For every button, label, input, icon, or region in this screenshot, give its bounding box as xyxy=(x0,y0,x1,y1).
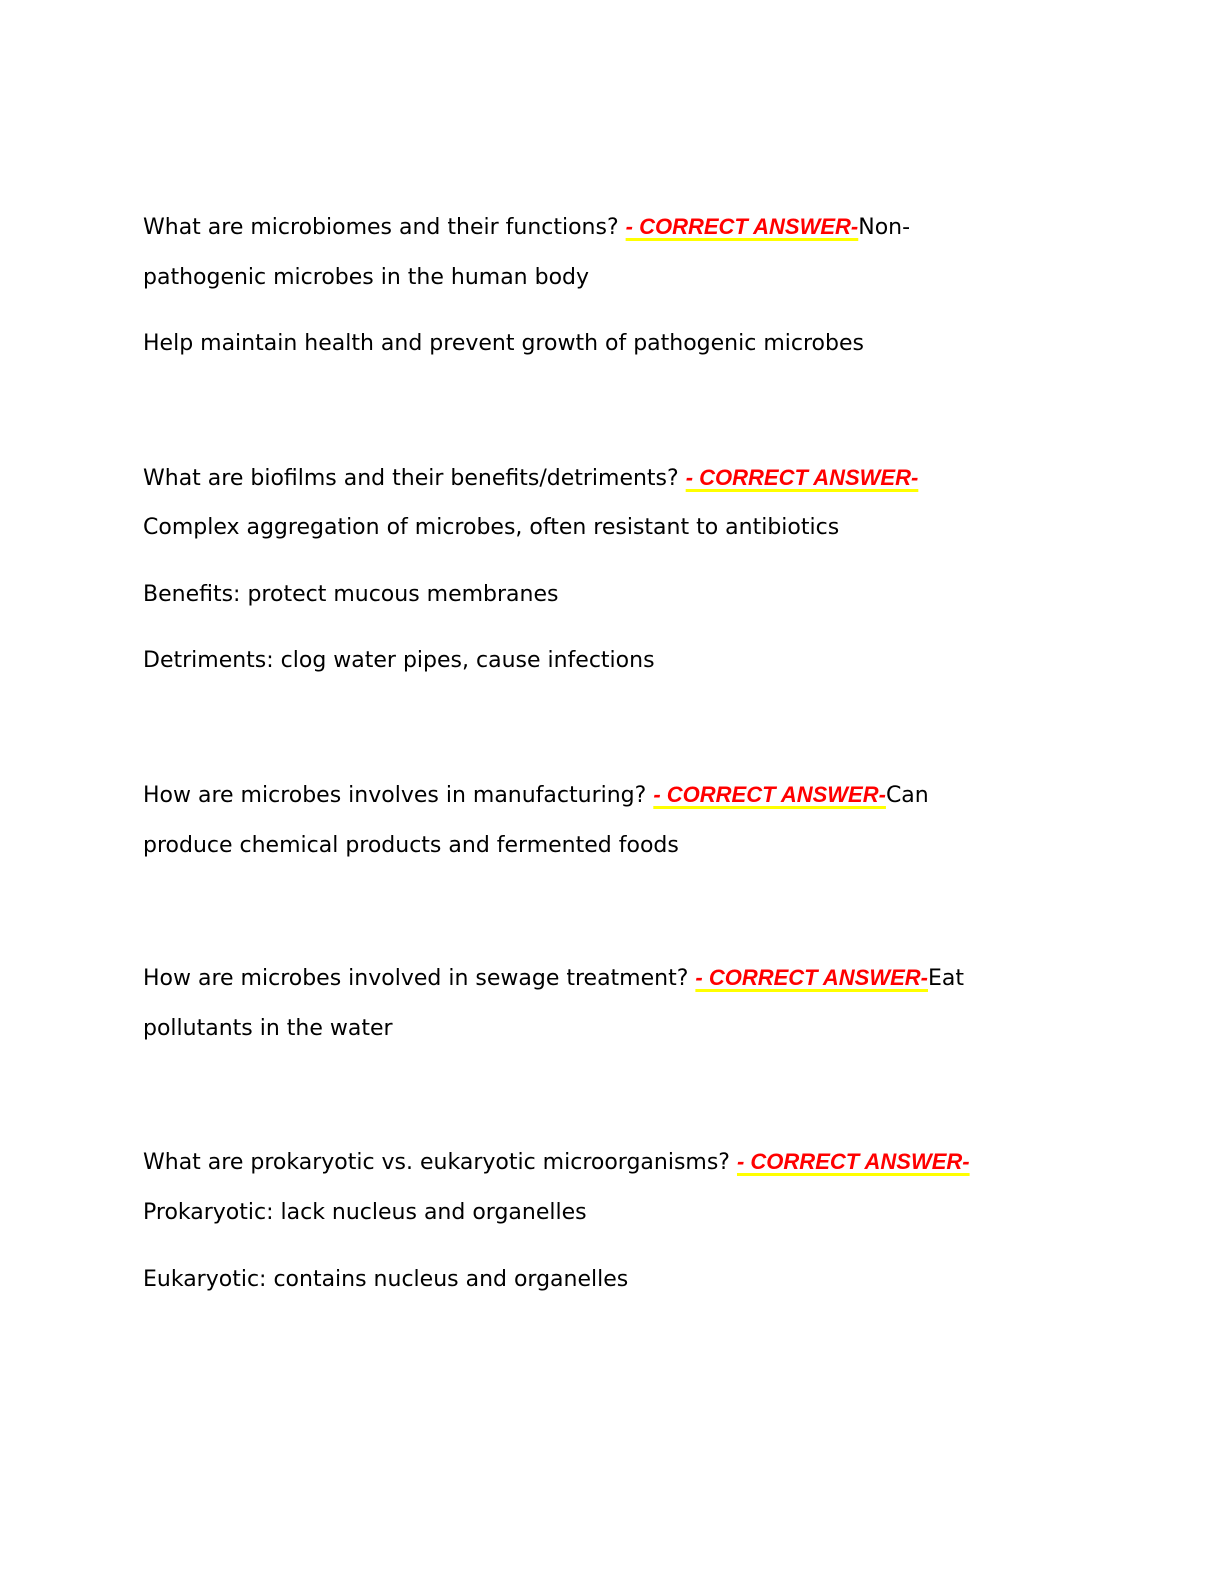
question-3 xyxy=(143,780,929,811)
answer-line: Detriments: clog water pipes, cause infections xyxy=(143,648,655,673)
answer-start: Can xyxy=(885,783,929,808)
correct-answer-label: - CORRECT ANSWER- xyxy=(736,1149,970,1174)
answer-line: Complex aggregation of microbes, often resistant to antibiotics xyxy=(143,515,840,540)
answer-start: Non- xyxy=(858,215,911,240)
correct-answer-label: - CORRECT ANSWER- xyxy=(685,465,919,490)
question-text: What are prokaryotic vs. eukaryotic microorganisms? xyxy=(143,1150,737,1175)
answer-line: Help maintain health and prevent growth of pathogenic microbes xyxy=(143,331,864,356)
correct-answer-label: - CORRECT ANSWER- xyxy=(653,782,886,807)
answer-line: produce chemical products and fermented foods xyxy=(143,833,679,858)
correct-answer-label: - CORRECT ANSWER- xyxy=(625,214,859,239)
question-2 xyxy=(143,463,918,494)
answer-line: pathogenic microbes in the human body xyxy=(143,265,590,290)
answer-line: Eukaryotic: contains nucleus and organelles xyxy=(143,1267,629,1292)
question-5 xyxy=(143,1147,970,1178)
answer-line: pollutants in the water xyxy=(143,1016,393,1041)
correct-answer-label: - CORRECT ANSWER- xyxy=(695,965,929,990)
question-text: What are microbiomes and their functions? xyxy=(143,215,626,240)
answer-line: Benefits: protect mucous membranes xyxy=(143,582,559,607)
question-1 xyxy=(143,212,910,243)
answer-start: Eat xyxy=(928,966,965,991)
question-text: What are biofilms and their benefits/detriments? xyxy=(143,466,686,491)
question-4 xyxy=(143,963,964,994)
answer-line: Prokaryotic: lack nucleus and organelles xyxy=(143,1200,587,1225)
question-text: How are microbes involves in manufacturing? xyxy=(143,783,654,808)
question-text: How are microbes involved in sewage treatment? xyxy=(143,966,696,991)
